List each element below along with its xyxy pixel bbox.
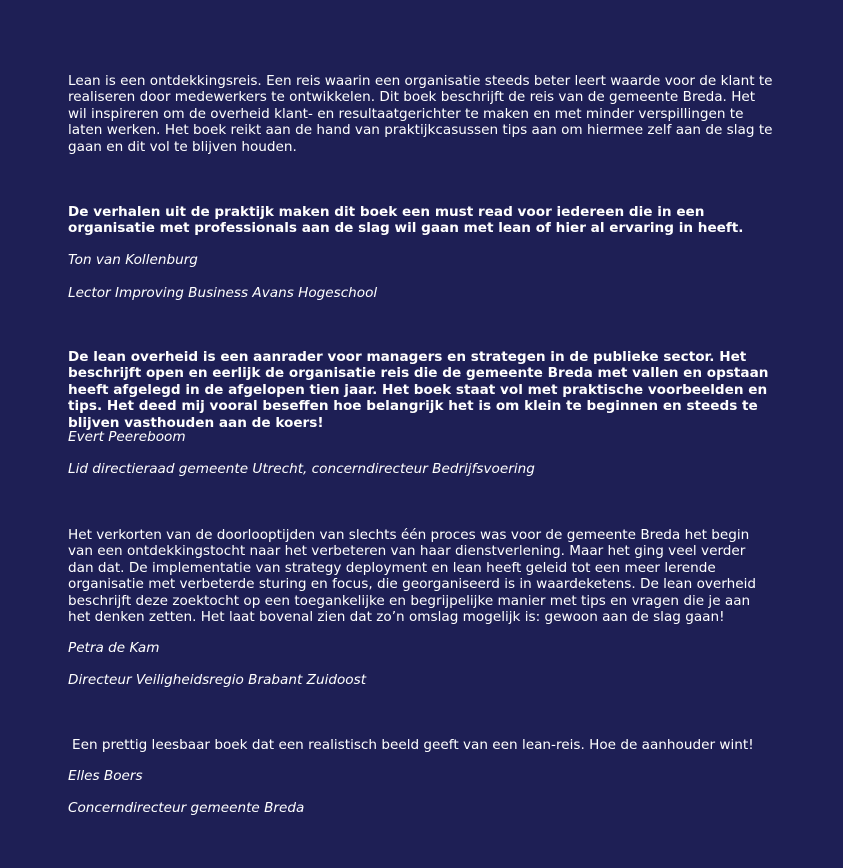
quote-1-text: De verhalen uit de praktijk maken dit boek een must read voor iedereen die in een organisatie met professionals aan de slag wil gaan met lean of hier al ervaring in heeft. [68, 204, 744, 237]
quote-2 [68, 349, 774, 431]
intro-paragraph: Lean is een ontdekkingsreis. Een reis waarin een organisatie steeds beter leert waarde voor de klant te realiseren door medewerkers te ontwikkelen. Dit boek beschrijft de reis van de gemeente Breda. Het wil inspireren om de overheid klant- en resultaatgerichter te maken en met minder verspillingen te laten werken. Het boek reikt aan de hand van praktijkcasussen tips aan om hiermee zelf aan de slag te gaan en dit vol te blijven houden. [68, 73, 773, 155]
intro-section [68, 73, 774, 155]
quote-1-role: Lector Improving Business Avans Hogeschool [68, 285, 378, 301]
quote-3-text: Het verkorten van de doorlooptijden van slechts één proces was voor de gemeente Breda het begin van een ontdekkingstocht naar het verbeteren van haar dienstverlening. Maar het ging veel verder dan dat. De implementatie van strategy deployment en lean heeft geleid tot een meer lerende organisatie met verbeterde sturing en focus, die georganiseerd is in waardeketens. De lean overheid beschrijft deze zoektocht op een toegankelijke en begrijpelijke manier met tips en vragen die je aan het denken zetten. Het laat bovenal zien dat zo’n omslag mogelijk is: gewoon aan de slag gaan! [68, 527, 757, 626]
quote-1-author: Ton van Kollenburg [68, 252, 198, 268]
quote-4-author: Elles Boers [68, 768, 143, 784]
quote-3-author: Petra de Kam [68, 640, 160, 656]
quote-2-author: Evert Peereboom [68, 429, 186, 445]
quote-4 [68, 737, 778, 753]
quote-4-role: Concerndirecteur gemeente Breda [68, 800, 305, 816]
quote-4-text: Een prettig leesbaar boek dat een realistisch beeld geeft van een lean-reis. Hoe de aanhouder wint! [72, 737, 754, 753]
quote-1 [68, 204, 774, 237]
quote-2-text: De lean overheid is een aanrader voor managers en strategen in de publieke sector. Het beschrijft open en eerlijk de organisatie reis die de gemeente Breda met vallen en opstaan heeft afgelegd in de afgelopen tien jaar. Het boek staat vol met praktische voorbeelden en tips. Het deed mij vooral beseffen hoe belangrijk het is om klein te beginnen en steeds te blijven vasthouden aan de koers! [68, 349, 769, 431]
quote-3-role: Directeur Veiligheidsregio Brabant Zuidoost [68, 672, 367, 688]
quote-2-role: Lid directieraad gemeente Utrecht, concerndirecteur Bedrijfsvoering [68, 461, 535, 477]
quote-3 [68, 527, 774, 625]
